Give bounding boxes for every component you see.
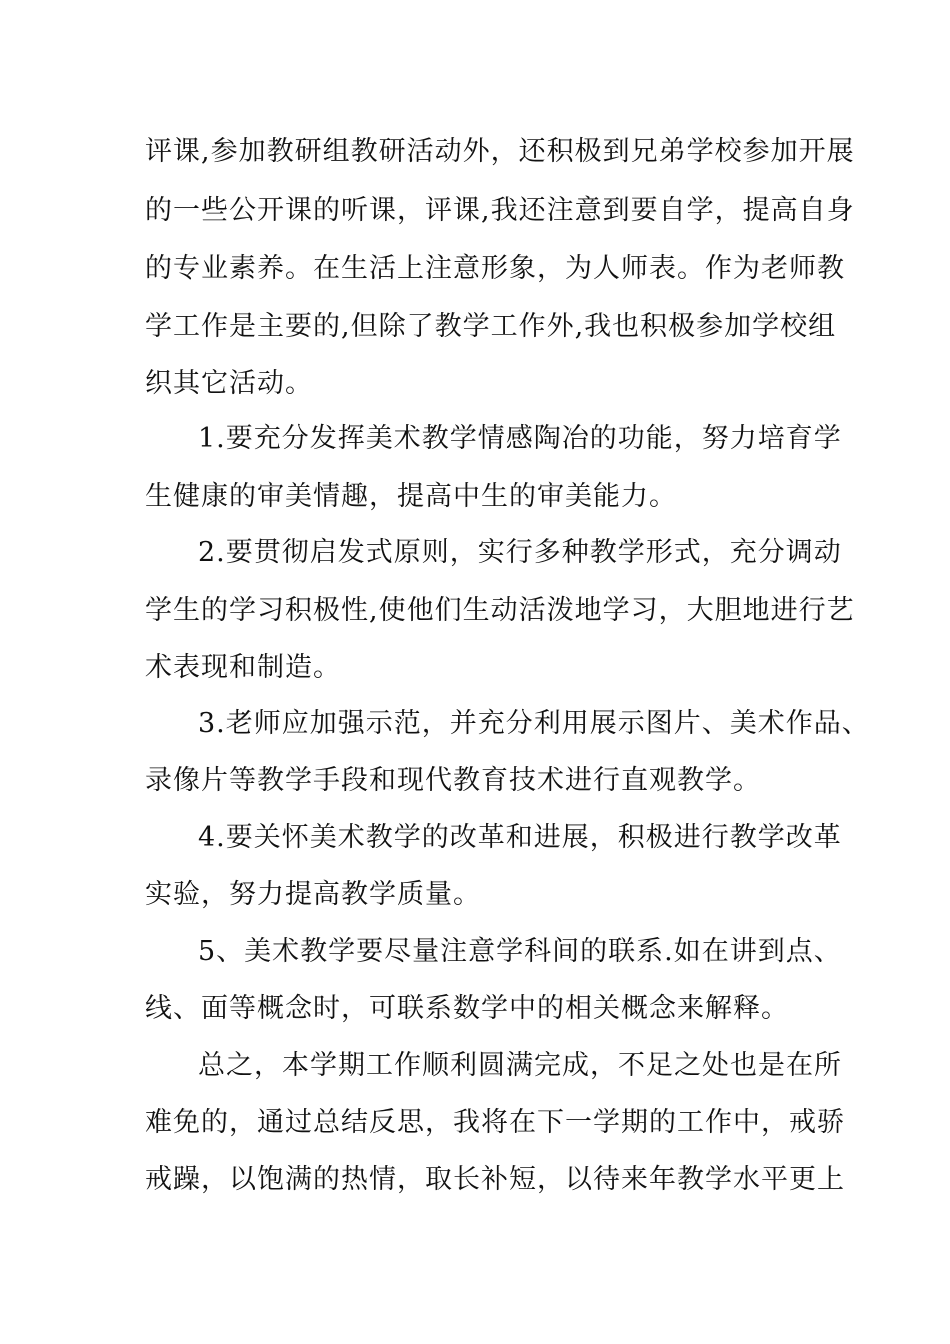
text-line: 3.老师应加强示范，并充分利用展示图片、美术作品、 bbox=[198, 708, 870, 739]
text-line: 难免的，通过总结反思，我将在下一学期的工作中，戒骄 bbox=[145, 1107, 845, 1138]
text-line: 2.要贯彻启发式原则，实行多种教学形式，充分调动 bbox=[198, 537, 842, 568]
text-line: 术表现和制造。 bbox=[145, 652, 341, 683]
text-line: 织其它活动。 bbox=[145, 368, 313, 399]
text-line: 学生的学习积极性,使他们生动活泼地学习，大胆地进行艺 bbox=[145, 595, 855, 626]
text-line: 生健康的审美情趣，提高中生的审美能力。 bbox=[145, 481, 677, 512]
text-line: 评课,参加教研组教研活动外，还积极到兄弟学校参加开展 bbox=[145, 136, 855, 167]
text-line: 实验，努力提高教学质量。 bbox=[145, 879, 481, 910]
text-line: 1.要充分发挥美术教学情感陶冶的功能，努力培育学 bbox=[198, 423, 842, 454]
text-line: 5、美术教学要尽量注意学科间的联系.如在讲到点、 bbox=[198, 936, 842, 967]
text-line: 4.要关怀美术教学的改革和进展，积极进行教学改革 bbox=[198, 822, 842, 853]
text-line: 戒躁，以饱满的热情，取长补短，以待来年教学水平更上 bbox=[145, 1164, 845, 1195]
text-line: 总之，本学期工作顺利圆满完成，不足之处也是在所 bbox=[198, 1050, 842, 1081]
text-line: 线、面等概念时，可联系数学中的相关概念来解释。 bbox=[145, 993, 789, 1024]
text-line: 录像片等教学手段和现代教育技术进行直观教学。 bbox=[145, 765, 761, 796]
text-line: 学工作是主要的,但除了教学工作外,我也积极参加学校组 bbox=[145, 311, 837, 342]
text-line: 的专业素养。在生活上注意形象，为人师表。作为老师教 bbox=[145, 253, 845, 284]
text-line: 的一些公开课的听课，评课,我还注意到要自学，提高自身 bbox=[145, 195, 855, 226]
